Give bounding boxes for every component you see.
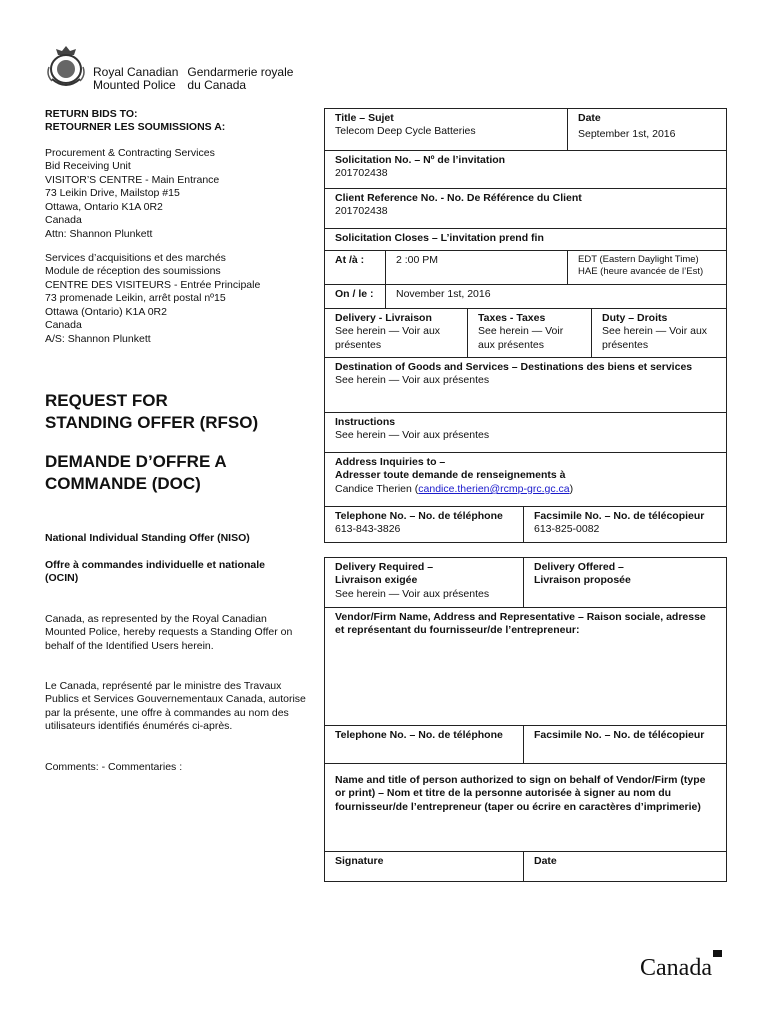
address-line: Procurement & Contracting Services xyxy=(45,146,215,159)
comments-label: Comments: - Commentaries : xyxy=(45,761,183,773)
delivery-required-value: See herein — Voir aux présentes xyxy=(335,587,490,600)
address-line: Canada xyxy=(45,214,82,227)
taxes-value: See herein — Voir aux présentes xyxy=(478,325,564,351)
bid-form xyxy=(324,108,726,882)
taxes-label: Taxes - Taxes xyxy=(478,312,546,324)
date-value: September 1st, 2016 xyxy=(578,128,676,141)
timezone-en: EDT (Eastern Daylight Time) xyxy=(578,254,699,265)
doc-title-en-line1: REQUEST FOR xyxy=(45,391,168,410)
form-table-delivery xyxy=(324,309,727,358)
address-en xyxy=(45,147,310,241)
delivery-offered-cell[interactable] xyxy=(524,558,727,608)
duty-value: See herein — Voir aux présentes xyxy=(602,325,708,351)
delivery-required-label-2: Livraison exigée xyxy=(335,574,418,587)
delivery-offered-label-1: Delivery Offered – xyxy=(534,561,624,573)
fax-cell xyxy=(524,507,727,543)
fax-label: Facsimile No. – No. de télécopieur xyxy=(534,510,705,522)
org-fr-line2: du Canada xyxy=(187,78,247,93)
inquiries-contact xyxy=(335,483,717,496)
niso-fr: Offre à commandes individuelle et nationale (OCIN) xyxy=(45,559,265,585)
timezone-fr: HAE (heure avancée de l’Est) xyxy=(578,266,704,278)
address-line: 73 promenade Leikin, arrêt postal nº15 xyxy=(45,292,226,305)
address-line: Attn: Shannon Plunkett xyxy=(45,227,153,240)
client-ref-value: 201702438 xyxy=(335,205,388,218)
inquiries-label-1: Address Inquiries to – xyxy=(335,456,446,468)
delivery-label: Delivery - Livraison xyxy=(335,312,432,324)
doc-title-fr-line1: DEMANDE D’OFFRE A xyxy=(45,452,227,471)
doc-title-en xyxy=(45,390,310,434)
at-value: 2 :00 PM xyxy=(386,251,568,285)
org-fr-line1: Gendarmerie royale xyxy=(187,65,294,79)
phone-cell xyxy=(325,507,524,543)
closes-label: Solicitation Closes – L’invitation prend fin xyxy=(325,229,727,251)
delivery-required-cell xyxy=(325,558,524,608)
address-line: Canada xyxy=(45,319,82,332)
vendor-field[interactable]: Vendor/Firm Name, Address and Representative – Raison sociale, adresse et représentant du fournisseur/de l’entrepreneur: xyxy=(325,608,727,726)
return-bids-block xyxy=(45,108,310,346)
destination-label: Destination of Goods and Services – Destinations des biens et services xyxy=(335,360,693,373)
address-line: Services d’acquisitions et des marchés xyxy=(45,251,226,264)
on-label: On / le : xyxy=(325,285,386,309)
client-ref-cell xyxy=(325,189,727,229)
title-label: Title – Sujet xyxy=(335,112,394,124)
instructions-value: See herein — Voir aux présentes xyxy=(335,429,490,442)
doc-title-fr-line2: COMMANDE (DOC) xyxy=(45,474,201,494)
phone-label: Telephone No. – No. de téléphone xyxy=(335,510,503,522)
vendor-fax-field[interactable]: Facsimile No. – No. de télécopieur xyxy=(524,726,727,764)
org-name xyxy=(93,66,293,92)
instructions-label: Instructions xyxy=(335,416,396,428)
inquiries-cell xyxy=(325,453,727,507)
delivery-offered-label-2: Livraison proposée xyxy=(534,574,631,587)
address-line: Bid Receiving Unit xyxy=(45,160,131,173)
phone-value: 613-843-3826 xyxy=(335,523,401,536)
return-bids-title-en: RETURN BIDS TO: xyxy=(45,108,138,120)
address-line: Module de réception des soumissions xyxy=(45,265,221,278)
fax-value: 613-825-0082 xyxy=(534,523,600,536)
address-line: Ottawa, Ontario K1A 0R2 xyxy=(45,200,163,213)
sign-date-field[interactable]: Date xyxy=(524,852,727,882)
niso-en: National Individual Standing Offer (NISO) xyxy=(45,532,250,544)
at-label: At /à : xyxy=(325,251,386,285)
form-table-middle xyxy=(324,358,727,544)
address-line: Ottawa (Ontario) K1A 0R2 xyxy=(45,305,167,318)
address-fr xyxy=(45,252,310,346)
delivery-value: See herein — Voir aux présentes xyxy=(335,325,441,351)
address-line: A/S: Shannon Plunkett xyxy=(45,332,151,345)
inquiries-label-2: Adresser toute demande de renseignements à xyxy=(335,469,566,482)
solicitation-cell xyxy=(325,151,727,189)
instructions-cell xyxy=(325,413,727,453)
address-line: 73 Leikin Drive, Mailstop #15 xyxy=(45,187,180,200)
duty-cell xyxy=(592,309,727,357)
date-cell xyxy=(568,109,727,151)
rcmp-crest-icon xyxy=(46,45,86,91)
paragraph-en: Canada, as represented by the Royal Canadian Mounted Police, hereby requests a Standing Offer on behalf of the Identified Users herein. xyxy=(45,613,293,652)
delivery-cell xyxy=(325,309,468,357)
client-ref-label: Client Reference No. - No. De Référence du Client xyxy=(335,192,582,204)
org-en-line2: Mounted Police xyxy=(93,78,176,93)
doc-title-fr xyxy=(45,451,310,495)
solicitation-label: Solicitation No. – Nº de l’invitation xyxy=(335,154,506,166)
inquiries-name: Candice Therien ( xyxy=(335,482,419,495)
title-value: Telecom Deep Cycle Batteries xyxy=(335,125,476,138)
org-en-line1: Royal Canadian xyxy=(93,65,179,79)
timezone-cell xyxy=(568,251,727,285)
duty-label: Duty – Droits xyxy=(602,312,668,324)
vendor-phone-field[interactable]: Telephone No. – No. de téléphone xyxy=(325,726,524,764)
destination-value: See herein — Voir aux présentes xyxy=(335,373,490,386)
form-table-vendor xyxy=(324,557,727,882)
on-value: November 1st, 2016 xyxy=(386,285,727,309)
authorized-person-field[interactable]: Name and title of person authorized to sign on behalf of Vendor/Firm (type or print) – Nom et titre de la personne autorisée à signer au nom du fournisseur/de l’entrepreneur (taper ou écrire en caractères d’imprimerie) xyxy=(325,764,727,852)
flag-icon xyxy=(713,950,722,957)
inquiries-close: ) xyxy=(569,482,574,495)
delivery-required-label-1: Delivery Required – xyxy=(335,561,434,573)
paragraph-fr: Le Canada, représenté par le ministre des Travaux Publics et Services Gouvernementaux Canada, autorise par la présente, une offre à commandes au nom des utilisateurs identifiés énumérés ci-après. xyxy=(45,680,306,733)
return-bids-title-fr: RETOURNER LES SOUMISSIONS A: xyxy=(45,121,226,134)
doc-title-en-line2: STANDING OFFER (RFSO) xyxy=(45,413,259,433)
canada-wordmark: Canada xyxy=(640,955,712,981)
date-label: Date xyxy=(578,112,601,124)
address-line: CENTRE DES VISITEURS - Entrée Principale xyxy=(45,278,261,291)
inquiries-email-link[interactable]: candice.therien@rcmp-grc.gc.ca xyxy=(418,482,570,495)
canada-wordmark-logo xyxy=(640,950,722,984)
signature-field[interactable]: Signature xyxy=(325,852,524,882)
form-table-top xyxy=(324,108,727,309)
address-line: VISITOR’S CENTRE - Main Entrance xyxy=(45,173,220,186)
solicitation-value: 201702438 xyxy=(335,167,388,180)
taxes-cell xyxy=(468,309,592,357)
destination-cell xyxy=(325,358,727,413)
title-cell xyxy=(325,109,568,151)
